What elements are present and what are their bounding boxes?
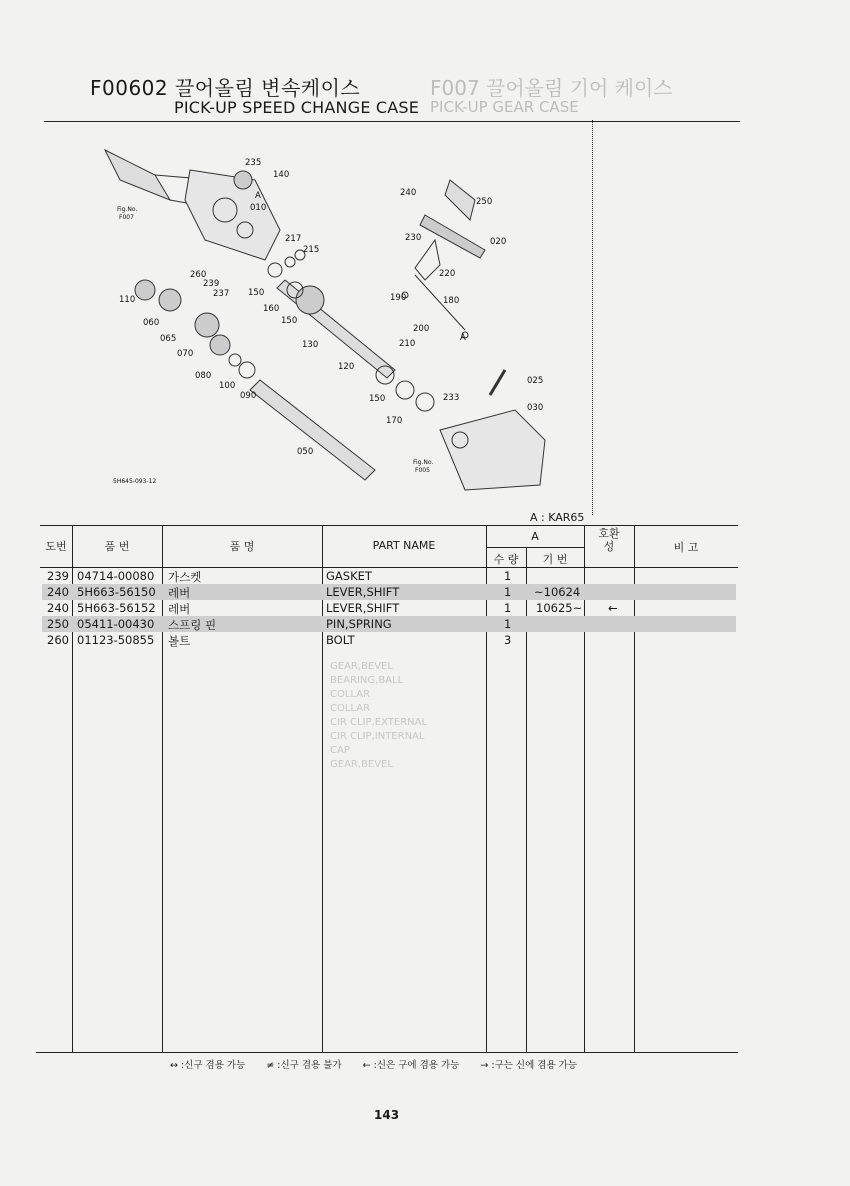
svg-text:F005: F005 xyxy=(415,467,430,474)
svg-text:080: 080 xyxy=(195,371,212,381)
svg-text:250: 250 xyxy=(476,197,493,207)
exploded-parts-diagram xyxy=(95,140,565,500)
svg-text:A: A xyxy=(255,191,261,201)
row-qty: 1 xyxy=(504,617,512,631)
row-ref: 250 xyxy=(47,617,69,631)
svg-text:025: 025 xyxy=(527,376,544,386)
row-part-no: 5H663-56150 xyxy=(77,585,156,599)
bleed-through-subtitle: PICK-UP GEAR CASE xyxy=(430,98,579,116)
legend-item: ≠ :신구 겸용 불가 xyxy=(266,1060,342,1071)
row-name-kr: 가스켓 xyxy=(168,570,202,584)
svg-text:090: 090 xyxy=(240,391,257,401)
row-name-en: GASKET xyxy=(326,569,372,583)
row-name-kr: 스프링 핀 xyxy=(168,618,217,632)
row-name-kr: 볼트 xyxy=(168,634,191,648)
svg-text:065: 065 xyxy=(160,334,177,344)
header-remarks: 비 고 xyxy=(673,541,699,554)
svg-text:030: 030 xyxy=(527,403,544,413)
svg-text:070: 070 xyxy=(177,349,194,359)
row-qty: 3 xyxy=(504,633,512,647)
header-serial: 기 번 xyxy=(542,553,568,566)
header-part-name-kr: 품 명 xyxy=(229,540,255,553)
table-header-mid-rule xyxy=(486,547,584,548)
svg-text:F007: F007 xyxy=(119,214,134,221)
svg-text:Fig.No.: Fig.No. xyxy=(117,206,138,213)
page-number: 143 xyxy=(374,1108,400,1122)
svg-text:217: 217 xyxy=(285,234,302,244)
row-ref: 239 xyxy=(47,569,69,583)
svg-text:237: 237 xyxy=(213,289,230,299)
legend-item: ↔ :신구 겸용 가능 xyxy=(170,1060,246,1071)
table-row xyxy=(42,632,736,648)
svg-text:200: 200 xyxy=(413,324,430,334)
svg-text:110: 110 xyxy=(119,295,136,305)
bleed-through-rows: GEAR,BEVEL BEARING,BALL COLLAR COLLAR CIR CLIP,EXTERNAL CIR CLIP,INTERNAL CAP GEAR,BEVEL xyxy=(330,661,428,770)
svg-text:050: 050 xyxy=(297,447,314,457)
legend-item: ← :신은 구에 겸용 가능 xyxy=(362,1060,460,1071)
svg-text:A: A xyxy=(460,333,466,343)
row-name-kr: 레버 xyxy=(168,602,191,616)
header-part-no: 품 번 xyxy=(104,540,130,553)
svg-text:170: 170 xyxy=(386,416,403,426)
interchange-legend xyxy=(170,1057,595,1071)
row-name-en: BOLT xyxy=(326,633,355,647)
row-serial: 10625~ xyxy=(536,601,583,615)
svg-text:260: 260 xyxy=(190,270,207,280)
row-serial: ~10624 xyxy=(534,585,581,599)
table-bottom-rule xyxy=(36,1052,738,1053)
svg-text:190: 190 xyxy=(390,293,407,303)
legend-item: → :구는 신에 겸용 가능 xyxy=(480,1060,577,1071)
svg-text:180: 180 xyxy=(443,296,460,306)
row-interchange: ← xyxy=(608,601,618,615)
row-ref: 240 xyxy=(47,585,69,599)
svg-text:020: 020 xyxy=(490,237,507,247)
page-title-code: F00602 끌어올림 변속케이스 xyxy=(90,76,361,100)
row-name-en: PIN,SPRING xyxy=(326,617,392,631)
row-part-no: 01123-50855 xyxy=(77,633,155,647)
svg-text:220: 220 xyxy=(439,269,456,279)
row-part-no: 05411-00430 xyxy=(77,617,155,631)
table-row xyxy=(42,584,736,600)
row-ref: 260 xyxy=(47,633,69,647)
page-title-english: PICK-UP SPEED CHANGE CASE xyxy=(174,98,420,117)
svg-text:235: 235 xyxy=(245,158,262,168)
header-ref-no: 도번 xyxy=(45,540,67,553)
svg-text:060: 060 xyxy=(143,318,160,328)
row-name-en: LEVER,SHIFT xyxy=(326,601,400,615)
svg-text:239: 239 xyxy=(203,279,220,289)
svg-text:160: 160 xyxy=(263,304,280,314)
svg-text:230: 230 xyxy=(405,233,422,243)
table-row xyxy=(42,568,736,584)
svg-text:233: 233 xyxy=(443,393,460,403)
header-interchange: 호환성 xyxy=(598,527,620,553)
svg-text:150: 150 xyxy=(281,316,298,326)
table-row xyxy=(42,616,736,632)
bleed-through-title: F007 끌어올림 기어 케이스 xyxy=(430,76,673,100)
row-name-en: LEVER,SHIFT xyxy=(326,585,400,599)
svg-text:120: 120 xyxy=(338,362,355,372)
svg-text:150: 150 xyxy=(369,394,386,404)
svg-text:100: 100 xyxy=(219,381,236,391)
svg-text:150: 150 xyxy=(248,288,265,298)
svg-text:010: 010 xyxy=(250,203,267,213)
row-qty: 1 xyxy=(504,601,512,615)
model-note: A : KAR65 xyxy=(530,511,585,524)
svg-text:Fig.No.: Fig.No. xyxy=(413,459,434,466)
svg-text:130: 130 xyxy=(302,340,319,350)
drawing-number: 5H645-093-12 xyxy=(113,478,157,485)
table-row xyxy=(42,600,736,616)
svg-text:215: 215 xyxy=(303,245,320,255)
row-part-no: 5H663-56152 xyxy=(77,601,156,615)
row-qty: 1 xyxy=(504,569,512,583)
header-group-a: A xyxy=(531,530,539,543)
row-ref: 240 xyxy=(47,601,69,615)
header-qty: 수 량 xyxy=(493,553,519,566)
header-part-name-en: PART NAME xyxy=(372,539,436,552)
svg-text:140: 140 xyxy=(273,170,290,180)
diagram-separator xyxy=(592,120,593,515)
svg-text:210: 210 xyxy=(399,339,416,349)
row-qty: 1 xyxy=(504,585,512,599)
svg-text:240: 240 xyxy=(400,188,417,198)
title-rule xyxy=(44,121,740,122)
row-part-no: 04714-00080 xyxy=(77,569,155,583)
row-name-kr: 레버 xyxy=(168,586,191,600)
